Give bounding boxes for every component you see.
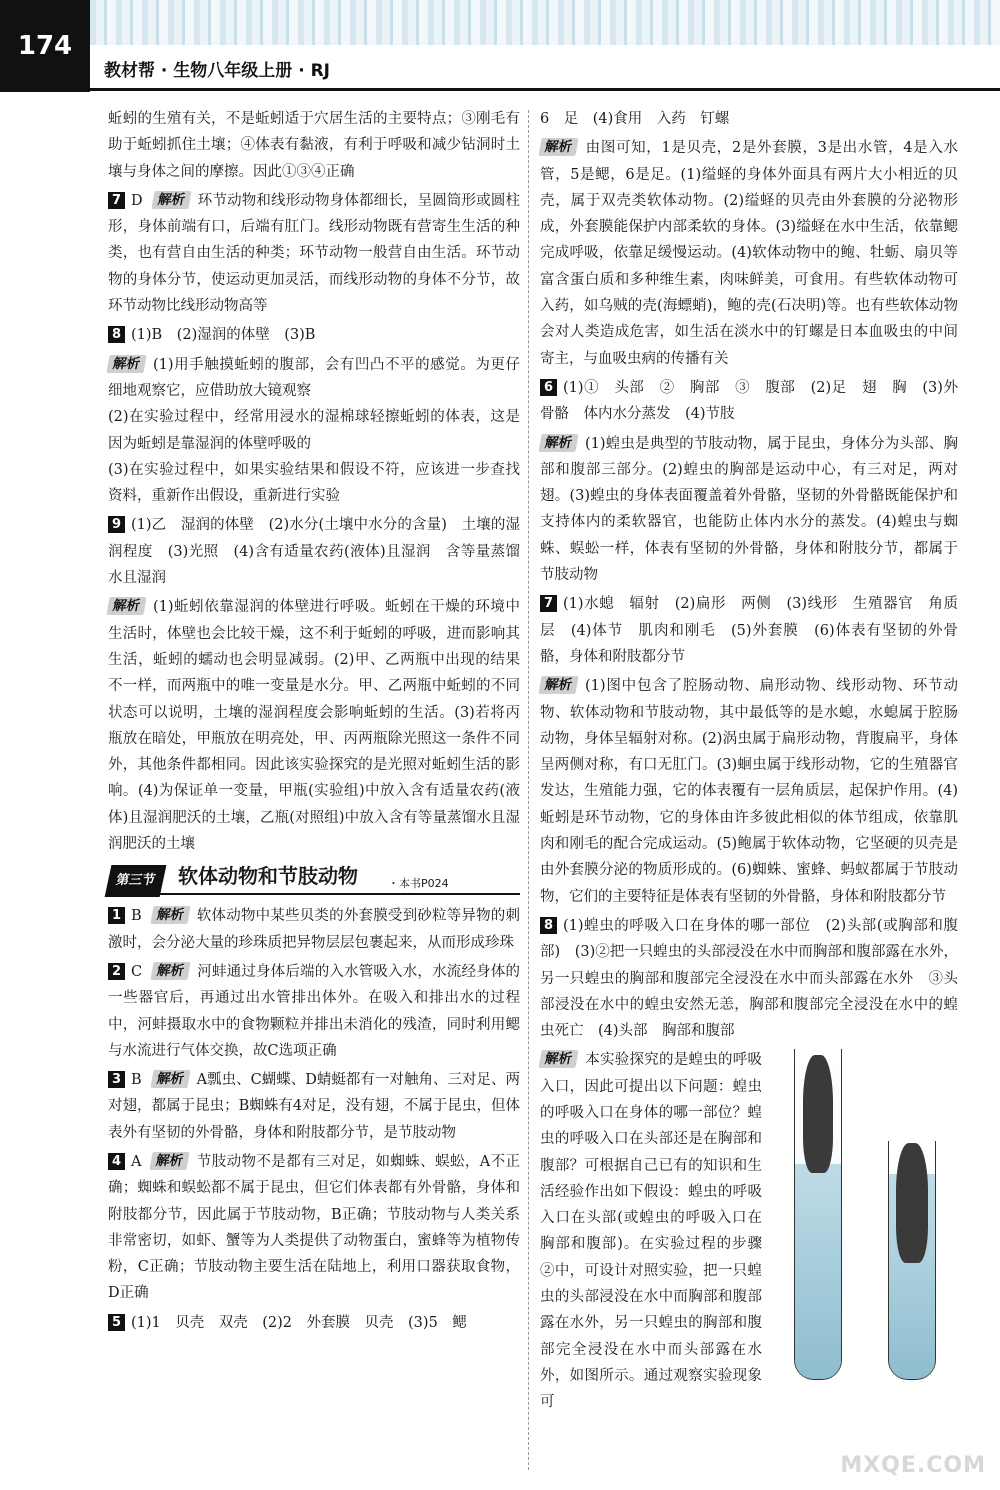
- analysis-text: (1)用手触摸蚯蚓的腹部，会有凹凸不平的感觉。为更仔细地观察它，应借助放大镜观察: [108, 356, 520, 399]
- analysis-tag: 解析: [150, 1152, 190, 1170]
- question-number: 1: [108, 907, 125, 924]
- analysis-text: A瓢虫、C蝴蝶、D蜻蜓都有一对触角、三对足、两对翅，都属于昆虫；B蜘蛛有4对足，没有翅，不属于昆虫，但体表外有坚韧的外骨骼，身体和附肢都分节，是节肢动物: [108, 1072, 520, 1141]
- analysis-text: 河蚌通过身体后端的入水管吸入水，水流经身体的一些器官后，再通过出水管排出体外。在吸入和排出水的过程中，河蚌摄取水中的食物颗粒并排出未消化的残渣，同时利用鳃与水流进行气体交换，故C选项正确: [108, 963, 520, 1059]
- answer-s3: [108, 1067, 520, 1146]
- analysis-text: (1)蚯蚓依靠湿润的体壁进行呼吸。蚯蚓在干燥的环境中生活时，体壁也会比较干燥，这不利于蚯蚓的呼吸，进而影响其生活，蚯蚓的蠕动也会明显减弱。(2)甲、乙两瓶中出现的结果不一样，而两瓶中的唯一变量是水分。甲、乙两瓶中蚯蚓的不同状态可以说明，土壤的湿润程度会影响蚯蚓的生活。(3)若将丙瓶放在暗处，甲瓶放在明亮处，甲、丙两瓶除光照这一条件不同外，其他条件都相同。因此该实验探究的是光照对蚯蚓生活的影响。(4)为保证单一变量，甲瓶(实验组)中放入含有适量农药(液体)且湿润肥沃的土壤，乙瓶(对照组)中放入含有等量蒸馏水且湿润肥沃的土壤: [108, 599, 520, 853]
- answer-s5: [108, 1310, 520, 1336]
- question-number: 8: [540, 917, 557, 934]
- analysis-tag: 解析: [150, 1070, 190, 1088]
- grasshopper-icon: [896, 1143, 928, 1263]
- analysis-text: 本实验探究的是蝗虫的呼吸入口，因此可提出以下问题：蝗虫的呼吸入口在身体的哪一部位？蝗虫的呼吸入口在头部还是在胸部和腹部？可根据自己已有的知识和生活经验作出如下假设：蝗虫的呼吸入口在头部(或蝗虫的呼吸入口在胸部和腹部)。在实验过程的步骤②中，可设计对照实验，把一只蝗虫的头部浸没在水中而胸部和腹部露在水外，另一只蝗虫的胸部和腹部完全浸没在水中而头部露在水外，如图所示。通过观察实验现象可: [540, 1052, 762, 1411]
- analysis-s6: [540, 431, 958, 589]
- analysis-tag: 解析: [538, 676, 578, 694]
- answer-text: (1)蝗虫的呼吸入口在身体的哪一部位 (2)头部(或胸部和腹部) (3)②把一只蝗虫的头部浸没在水中而胸部和腹部露在水外，另一只蝗虫的胸部和腹部完全浸没在水中而头部露在水外 ③头部浸没在水中的蝗虫安然无恙，胸部和腹部完全浸没在水中的蝗虫死亡 (4)头部 胸部和腹部: [540, 917, 958, 1040]
- answer-7: [108, 188, 520, 319]
- section-label: 第三节: [105, 865, 167, 897]
- question-number: 3: [108, 1071, 125, 1088]
- answer-8: [108, 322, 520, 348]
- answer-choice: B: [131, 1072, 142, 1089]
- section-page-ref: ・本书P024: [388, 877, 449, 891]
- section-heading: [108, 863, 520, 895]
- question-number: 6: [540, 379, 557, 396]
- header-rule: [90, 88, 1000, 91]
- answer-s7: [540, 591, 958, 670]
- analysis-text: 软体动物中某些贝类的外套膜受到砂粒等异物的刺激时，会分泌大量的珍珠质把异物层层包裹起来，从而形成珍珠: [108, 908, 520, 951]
- answer-text: (1)乙 湿润的体壁 (2)水分(土壤中水分的含量) 土壤的湿润程度 (3)光照 (4)含有适量农药(液体)且湿润 含等量蒸馏水且湿润: [108, 517, 520, 587]
- answer-s4: [108, 1149, 520, 1307]
- water-left: [795, 1164, 841, 1379]
- question-number: 2: [108, 963, 125, 980]
- question-number: 9: [108, 516, 125, 533]
- answer-s1: [108, 903, 520, 956]
- analysis-text: (1)蝗虫是典型的节肢动物，属于昆虫，身体分为头部、胸部和腹部三部分。(2)蝗虫的胸部是运动中心，有三对足，两对翅。(3)蝗虫的身体表面覆盖着外骨骼，坚韧的外骨骼既能保护和支持体内的柔软器官，也能防止体内水分的蒸发。(4)蝗虫与蜘蛛、蜈蚣一样，体表有坚韧的外骨骼，身体和附肢分节，都属于节肢动物: [540, 435, 958, 584]
- analysis-text: 环节动物和线形动物身体都细长，呈圆筒形或圆柱形，身体前端有口，后端有肛门。线形动物既有营寄生生活的种类，也有营自由生活的种类；环节动物一般营自由生活。环节动物的身体分节，使运动更加灵活，而线形动物的身体不分节，故环节动物比线形动物高等: [108, 192, 520, 315]
- watermark-logo: MXQE.COM: [840, 1453, 986, 1478]
- analysis-s8: [540, 1047, 958, 1415]
- page-header: [0, 0, 1000, 92]
- answer-choice: A: [131, 1153, 142, 1170]
- question-number: 4: [108, 1153, 125, 1170]
- answer-s8: [540, 913, 958, 1044]
- analysis-text: (3)在实验过程中，如果实验结果和假设不符，应该进一步查找资料，重新作出假设，重新进行实验: [108, 461, 520, 505]
- answer-choice: C: [131, 963, 143, 980]
- analysis-text: 节肢动物不是都有三对足，如蜘蛛、蜈蚣，A不正确；蜘蛛和蜈蚣都不属于昆虫，但它们体表都有外骨骼，身体和附肢都分节，因此属于节肢动物，B正确；节肢动物与人类关系非常密切，如虾、蟹等为人类提供了动物蛋白，蜜蜂等为植物传粉，C正确；节肢动物主要生活在陆地上，利用口器获取食物，D正确: [108, 1153, 520, 1302]
- answer-s5-continued: 6 足 (4)食用 入药 钉螺: [540, 111, 730, 127]
- answer-text: (1)1 贝壳 双壳 (2)2 外套膜 贝壳 (3)5 鳃: [131, 1314, 467, 1331]
- answer-s6: [540, 375, 958, 428]
- analysis-tag: 解析: [106, 355, 146, 373]
- test-tube-right: [888, 1141, 936, 1380]
- page-number: 174: [0, 0, 90, 92]
- test-tube-left: [794, 1049, 842, 1380]
- question-number: 8: [108, 326, 125, 343]
- answer-choice: B: [131, 908, 142, 925]
- intro-paragraph: 蚯蚓的生殖有关，不是蚯蚓适于穴居生活的主要特点；③刚毛有助于蚯蚓抓住土壤；④体表有黏液，有利于呼吸和减少钻洞时土壤与身体之间的摩擦。因此①③④正确: [108, 111, 520, 180]
- question-number: 7: [108, 192, 125, 209]
- right-column: [540, 106, 958, 1419]
- section-title: 软体动物和节肢动物: [178, 864, 358, 889]
- answer-text: (1)水螅 辐射 (2)扁形 两侧 (3)线形 生殖器官 角质层 (4)体节 肌肉和刚毛 (5)外套膜 (6)体表有坚韧的外骨骼，身体和附肢都分节: [540, 596, 958, 665]
- analysis-9: [108, 594, 520, 857]
- answer-text: (1)B (2)湿润的体壁 (3)B: [131, 327, 316, 344]
- column-divider: [528, 110, 529, 1470]
- analysis-tag: 解析: [151, 191, 191, 209]
- question-number: 7: [540, 595, 557, 612]
- analysis-text: 由图可知，1是贝壳，2是外套膜，3是出水管，4是入水管，5是鳃，6是足。(1)缢蛏的身体外面具有两片大小相近的贝壳，属于双壳类软体动物。(2)缢蛏的贝壳由外套膜的分泌物形成，外套膜能保护内部柔软的身体。(3)缢蛏在水中生活，依靠鳃完成呼吸，依靠足缓慢运动。(4)软体动物中的鲍、牡蛎、扇贝等富含蛋白质和多种维生素，肉味鲜美，可食用。有些软体动物可入药，如乌贼的壳(海螵蛸)，鲍的壳(石决明)等。也有些软体动物会对人类造成危害，如生活在淡水中的钉螺是日本血吸虫的中间寄主，与血吸虫病的传播有关: [540, 140, 958, 367]
- analysis-s5: [540, 135, 958, 372]
- question-number: 5: [108, 1314, 125, 1331]
- answer-choice: D: [131, 192, 143, 209]
- grasshopper-test-tube-figure: [770, 1049, 958, 1389]
- answer-text: (1)① 头部 ② 胸部 ③ 腹部 (2)足 翅 胸 (3)外骨骼 体内水分蒸发 (4)节肢: [540, 379, 958, 423]
- analysis-tag: 解析: [538, 434, 578, 452]
- answer-s2: [108, 959, 520, 1064]
- running-head: 教材帮 · 生物八年级上册 · RJ: [104, 61, 331, 81]
- analysis-tag: 解析: [150, 906, 190, 924]
- answer-9: [108, 512, 520, 591]
- header-decoration: [90, 0, 1000, 45]
- analysis-s7: [540, 673, 958, 910]
- analysis-text: (2)在实验过程中，经常用浸水的湿棉球轻擦蚯蚓的体表，这是因为蚯蚓是靠湿润的体壁呼吸的: [108, 409, 520, 452]
- grasshopper-icon: [803, 1055, 833, 1173]
- analysis-tag: 解析: [538, 1050, 578, 1068]
- analysis-tag: 解析: [151, 962, 191, 980]
- analysis-text: (1)图中包含了腔肠动物、扁形动物、线形动物、环节动物、软体动物和节肢动物，其中最低等的是水螅，水螅属于腔肠动物，身体呈辐射对称。(2)涡虫属于扁形动物，背腹扁平，身体呈两侧对称，有口无肛门。(3)蛔虫属于线形动物，它的生殖器官发达，生殖能力强，它的体表覆有一层角质层，起保护作用。(4)蚯蚓是环节动物，它的身体由许多彼此相似的体节组成，依靠肌肉和刚毛的配合完成运动。(5)鲍属于软体动物，它坚硬的贝壳是由外套膜分泌的物质形成的。(6)蜘蛛、蜜蜂、蚂蚁都属于节肢动物，它们的主要特征是体表有坚韧的外骨骼，身体和附肢都分节: [540, 678, 958, 905]
- analysis-tag: 解析: [106, 597, 146, 615]
- analysis-8: [108, 352, 520, 510]
- analysis-tag: 解析: [538, 138, 578, 156]
- left-column: [108, 106, 520, 1339]
